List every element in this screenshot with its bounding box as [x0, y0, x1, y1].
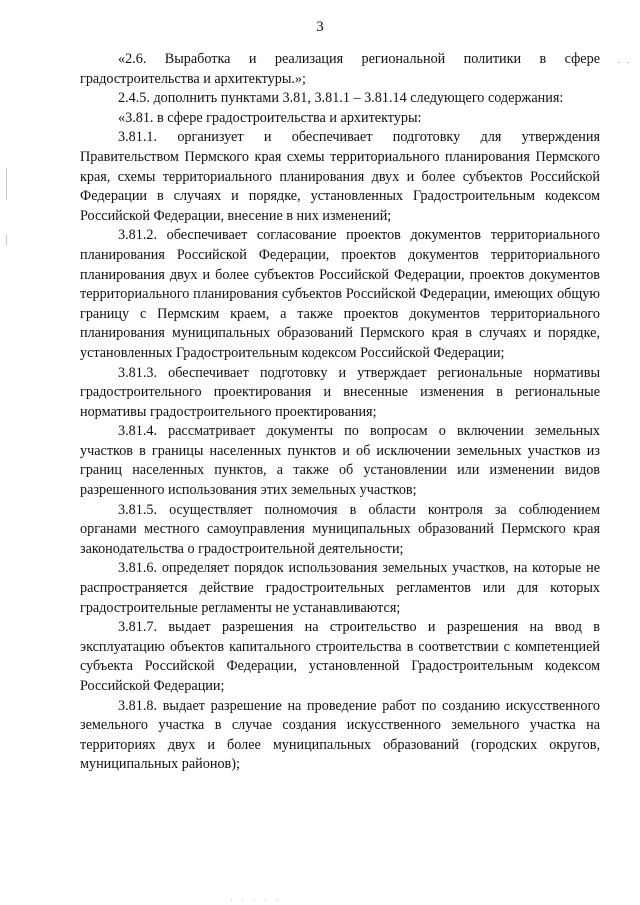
scan-margin-mark: [6, 168, 7, 200]
scan-artifact-dots: · · · · ·: [230, 895, 281, 905]
paragraph: 2.4.5. дополнить пунктами 3.81, 3.81.1 – 3.81.14 следующего содержания:: [118, 90, 564, 107]
scan-margin-mark: [6, 235, 7, 245]
page-number: 3: [316, 19, 324, 35]
paragraph: 3.81.2. обеспечивает согласование проектов документов территориального планирования Российской Федерации, проектов документов территориального планирования двух и более субъектов Российской Федерации, проектов документов территориального планирования субъектов Российской Федерации, имеющих общую границу с Пермским краем, а также проектов документов территориального планирования муниципальных образований Пермского края в случаях и порядке, установленных Градостроительным кодексом Российской Федерации;: [80, 227, 600, 361]
paragraph: 3.81.7. выдает разрешения на строительство и разрешения на ввод в эксплуатацию объектов капитального строительства в соответствии с компетенцией субъекта Российской Федерации, установленной Градостроительным кодексом Российской Федерации;: [80, 619, 600, 694]
paragraph: 3.81.4. рассматривает документы по вопросам о включении земельных участков в границы населенных пунктов и об исключении земельных участков из границ населенных пунктов, а также об установлении или изменении видов разрешенного использования этих земельных участков;: [80, 423, 600, 499]
paragraph: 3.81.5. осуществляет полномочия в области контроля за соблюдением органами местного самоуправления муниципальных образований Пермского края законодательства о градостроительной деятельности;: [80, 501, 600, 557]
paragraph: 3.81.6. определяет порядок использования земельных участков, на которые не распространяется действие градостроительных регламентов или для которых градостроительные регламенты не устанавливаются;: [80, 560, 600, 616]
paragraph: «2.6. Выработка и реализация региональной политики в сфере градостроительства и архитектуры.»;: [80, 51, 600, 87]
paragraph: 3.81.8. выдает разрешение на проведение работ по созданию искусственного земельного участка в случае создания искусственного земельного участка на территориях двух и более муниципальных образований (городских округов, муниципальных районов);: [80, 697, 600, 773]
document-body: [80, 50, 600, 775]
paragraph: «3.81. в сфере градостроительства и архитектуры:: [118, 109, 422, 126]
paragraph: 3.81.3. обеспечивает подготовку и утверждает региональные нормативы градостроительного проектирования и внесенные изменения в региональные нормативы градостроительного проектирования;: [80, 364, 600, 420]
scan-artifact-dots: · ·: [616, 58, 632, 69]
paragraph: 3.81.1. организует и обеспечивает подготовку для утверждения Правительством Пермского края схемы территориального планирования Пермского края, схемы территориального планирования двух и более субъектов Российской Федерации в случаях и порядке, установленных Градостроительным кодексом Российской Федерации, внесение в них изменений;: [80, 129, 600, 224]
